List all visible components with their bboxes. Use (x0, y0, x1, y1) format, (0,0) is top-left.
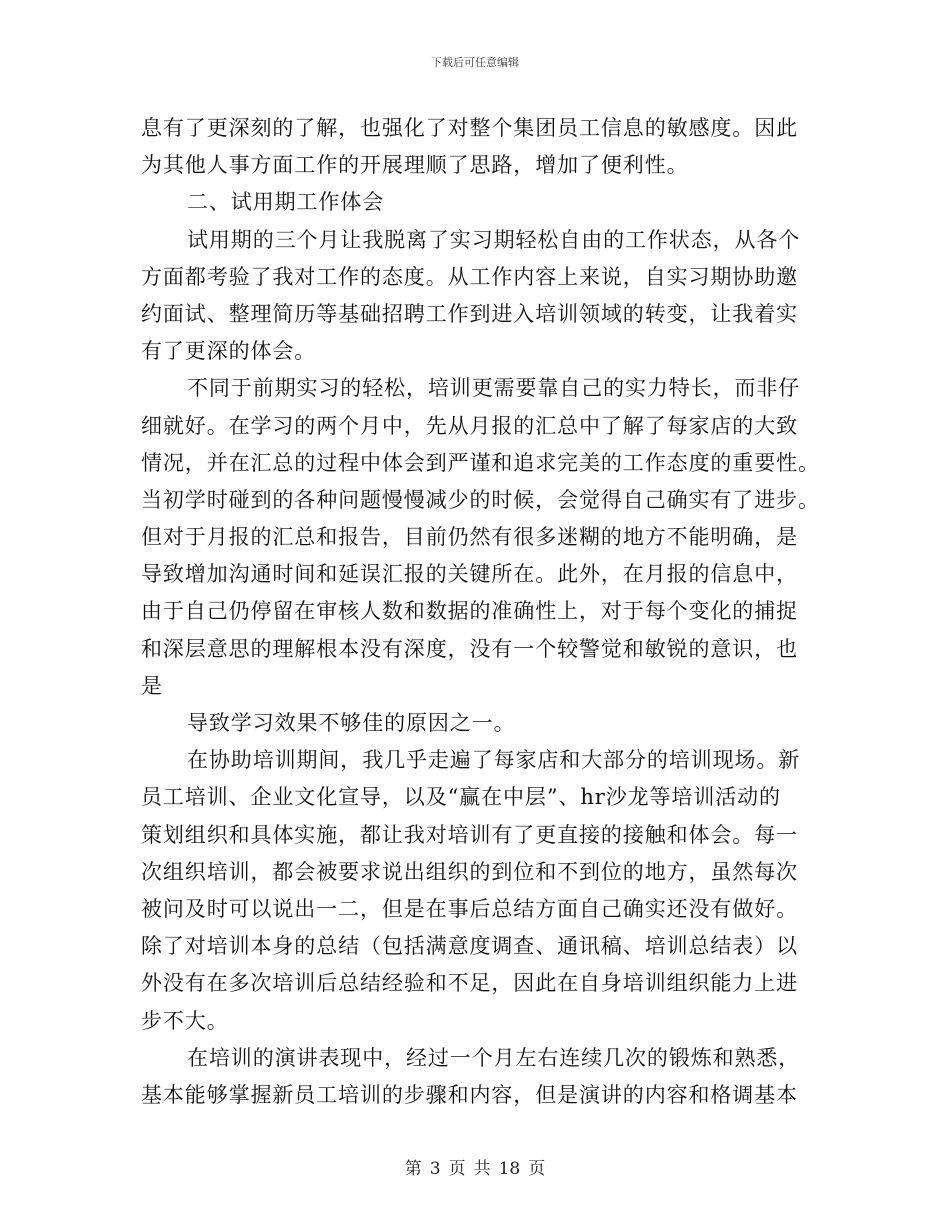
text-line: 细就好。在学习的两个月中，先从月报的汇总中了解了每家店的大致 (141, 413, 798, 438)
text-line: 基本能够掌握新员工培训的步骤和内容，但是演讲的内容和格调基本 (141, 1082, 798, 1107)
text-line: 和深层意思的理解根本没有深度，没有一个较警觉和敏锐的意识，也 (141, 636, 798, 661)
page-unit: 页 (448, 1159, 466, 1179)
text-line: 次组织培训，都会被要求说出组织的到位和不到位的地方，虽然每次 (141, 859, 798, 884)
text-line: 为其他人事方面工作的开展理顺了思路，增加了便利性。 (141, 153, 689, 178)
text-line: 员工培训、企业文化宣导，以及“赢在中层”、hr沙龙等培训活动的 (141, 785, 781, 810)
text-line: 步不大。 (141, 1008, 229, 1033)
text-line: 被问及时可以说出一二，但是在事后总结方面自己确实还没有做好。 (141, 896, 798, 921)
total-pages: 18 (498, 1159, 521, 1179)
page-number: 3 (429, 1159, 441, 1179)
text-line: 除了对培训本身的总结（包括满意度调查、通讯稿、培训总结表）以 (141, 934, 798, 959)
text-line: 约面试、整理简历等基础招聘工作到进入培训领域的转变，让我着实 (141, 301, 798, 326)
text-line: 导致增加沟通时间和延误汇报的关键所在。此外，在月报的信息中， (141, 562, 798, 587)
total-unit: 页 (528, 1159, 546, 1179)
text-line: 但对于月报的汇总和报告，目前仍然有很多迷糊的地方不能明确，是 (141, 525, 798, 550)
text-line: 当初学时碰到的各种问题慢慢减少的时候，会觉得自己确实有了进步。 (141, 487, 820, 512)
footer-prefix: 第 (404, 1159, 422, 1179)
text-line: 不同于前期实习的轻松，培训更需要靠自己的实力特长，而非仔 (187, 376, 801, 401)
text-line: 是 (141, 673, 163, 698)
section-heading: 二、试用期工作体会 (187, 190, 385, 215)
document-body (141, 110, 820, 1114)
text-line: 有了更深的体会。 (141, 339, 317, 364)
text-line: 导致学习效果不够佳的原因之一。 (187, 711, 516, 735)
text-line: 息有了更深刻的了解，也强化了对整个集团员工信息的敏感度。因此 (141, 116, 798, 140)
text-line: 由于自己仍停留在审核人数和数据的准确性上，对于每个变化的捕捉 (141, 599, 798, 624)
page-footer (0, 1154, 950, 1179)
total-prefix: 共 (473, 1159, 491, 1179)
text-line: 试用期的三个月让我脱离了实习期轻松自由的工作状态，从各个 (187, 227, 801, 252)
text-line: 方面都考验了我对工作的态度。从工作内容上来说，自实习期协助邀 (141, 264, 798, 289)
text-line: 外没有在多次培训后总结经验和不足，因此在自身培训组织能力上进 (141, 971, 798, 996)
page-header: 下载后可任意编辑 (431, 56, 519, 69)
text-line: 情况，并在汇总的过程中体会到严谨和追求完美的工作态度的重要性。 (141, 450, 820, 475)
text-line: 在协助培训期间，我几乎走遍了每家店和大部分的培训现场。新 (187, 748, 801, 773)
text-line: 策划组织和具体实施，都让我对培训有了更直接的接触和体会。每一 (141, 822, 798, 847)
text-line: 在培训的演讲表现中，经过一个月左右连续几次的锻炼和熟悉， (187, 1045, 801, 1070)
